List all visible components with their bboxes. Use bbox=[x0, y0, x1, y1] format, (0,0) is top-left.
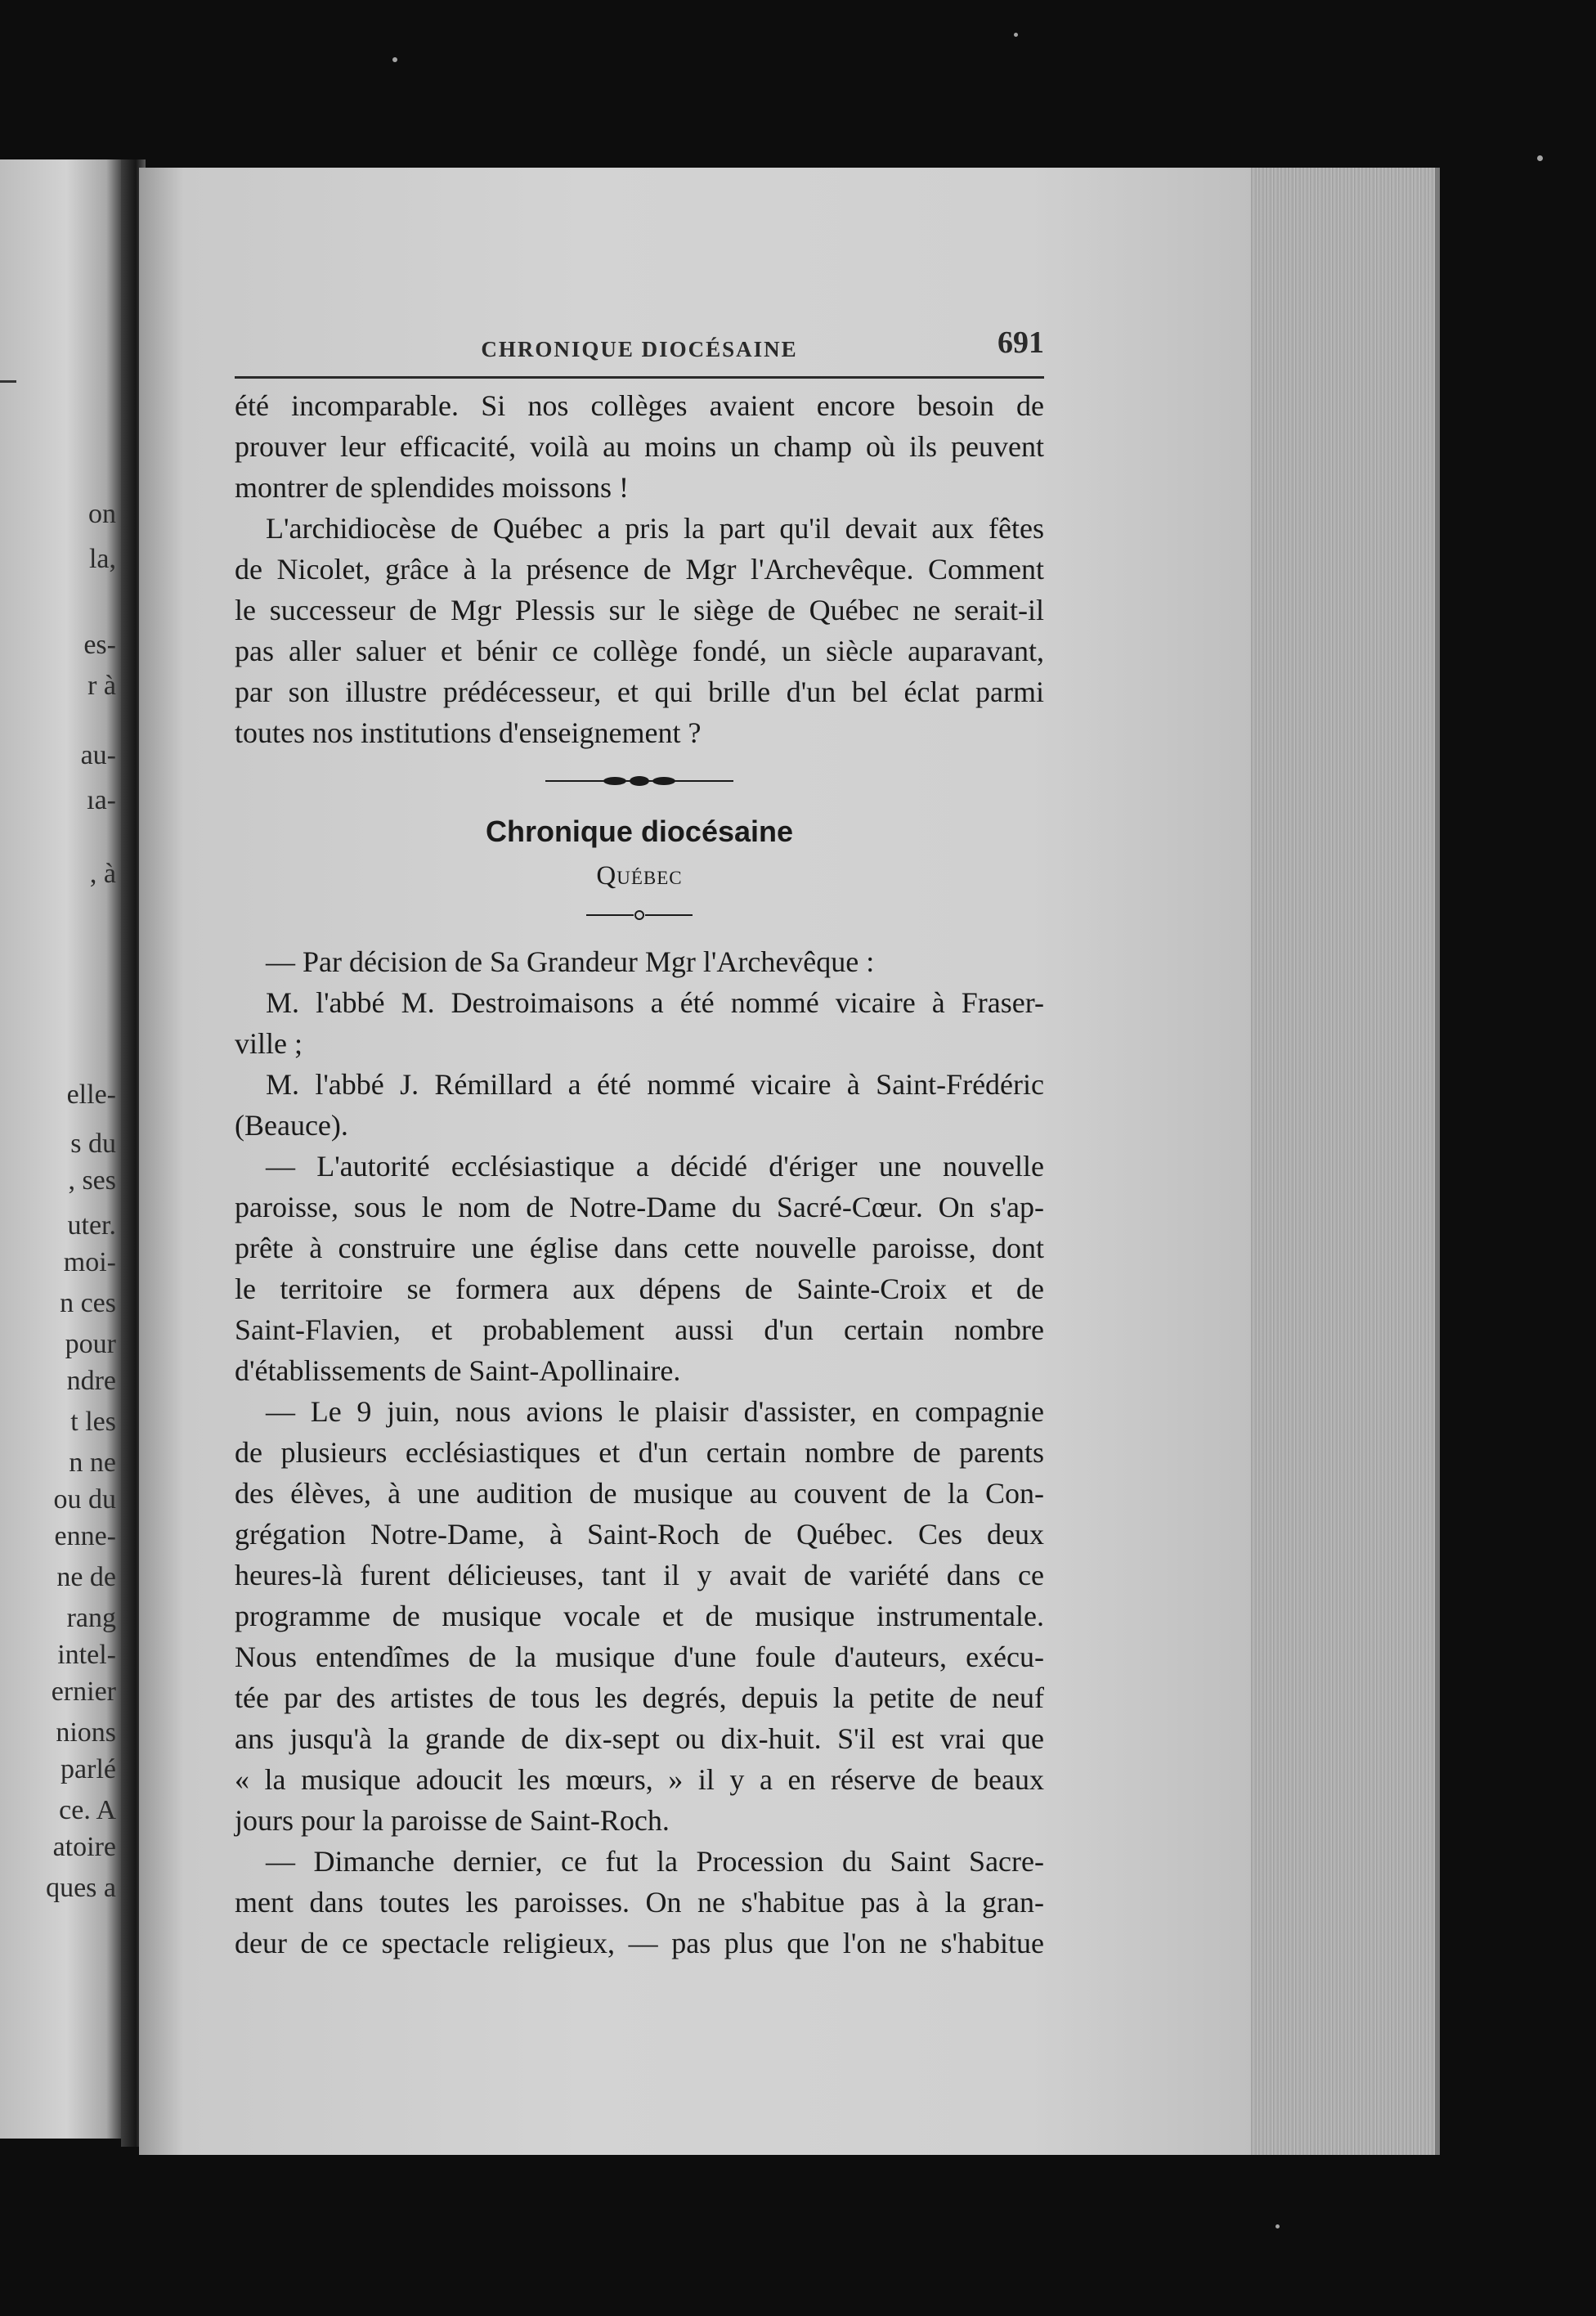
running-title: CHRONIQUE DIOCÉSAINE bbox=[481, 337, 798, 361]
paragraph bbox=[235, 508, 1044, 753]
left-page-fragment: n ces bbox=[60, 1288, 116, 1318]
dust-speck bbox=[1014, 33, 1018, 37]
left-page-fragment: ıa- bbox=[87, 785, 116, 815]
chronicle-entry bbox=[235, 1064, 1044, 1146]
chronicle-entry bbox=[235, 1391, 1044, 1841]
small-rule-icon bbox=[586, 909, 693, 922]
left-page-fragment: es- bbox=[83, 630, 116, 660]
left-page-fragment: intel- bbox=[57, 1640, 116, 1670]
left-page-fragment: , ses bbox=[68, 1165, 116, 1196]
subsection-ornament bbox=[235, 897, 1044, 933]
dust-speck bbox=[392, 57, 397, 62]
text-line: été incomparable. Si nos collèges avaient encore besoin de bbox=[235, 389, 1044, 422]
text-line: jours pour la paroisse de Saint-Roch. bbox=[235, 1804, 670, 1837]
page-content bbox=[235, 327, 1044, 1964]
text-line: d'établissements de Saint-Apollinaire. bbox=[235, 1354, 681, 1387]
text-line: ans jusqu'à la grande de dix-sept ou dix-huit. S'il est vrai que bbox=[235, 1722, 1044, 1755]
text-line: grégation Notre-Dame, à Saint-Roch de Québec. Ces deux bbox=[235, 1518, 1044, 1551]
running-head bbox=[235, 327, 1044, 379]
left-page-fragment: s du bbox=[70, 1129, 116, 1159]
text-line: ville ; bbox=[235, 1027, 303, 1060]
left-page-fragment: ques a bbox=[46, 1873, 116, 1903]
text-line: tée par des artistes de tous les degrés, depuis la petite de neuf bbox=[235, 1681, 1044, 1714]
left-page-fragment: uter. bbox=[67, 1210, 116, 1241]
text-line: de Nicolet, grâce à la présence de Mgr l'Archevêque. Comment bbox=[235, 553, 1044, 586]
left-page-fragment: , à bbox=[89, 859, 116, 889]
text-line: L'archidiocèse de Québec a pris la part qu'il devait aux fêtes bbox=[266, 512, 1044, 545]
left-page-fragment: on bbox=[88, 499, 116, 529]
text-line: ment dans toutes les paroisses. On ne s'habitue pas à la gran- bbox=[235, 1886, 1044, 1919]
left-page-fragment: t les bbox=[70, 1407, 116, 1437]
text-line: — Dimanche dernier, ce fut la Procession du Saint Sacre- bbox=[266, 1845, 1044, 1878]
left-page-fragment: enne- bbox=[54, 1521, 116, 1551]
text-line: le territoire se formera aux dépens de Sainte-Croix et de bbox=[235, 1272, 1044, 1305]
text-line: prête à construire une église dans cette nouvelle paroisse, dont bbox=[235, 1232, 1044, 1264]
text-line: de plusieurs ecclésiastiques et d'un certain nombre de parents bbox=[235, 1436, 1044, 1469]
text-line: — L'autorité ecclésiastique a décidé d'ériger une nouvelle bbox=[266, 1150, 1044, 1183]
left-page-fragment: ne de bbox=[56, 1562, 116, 1592]
text-line: montrer de splendides moissons ! bbox=[235, 471, 629, 504]
text-line: Saint-Flavien, et probablement aussi d'un certain nombre bbox=[235, 1313, 1044, 1346]
text-line: toutes nos institutions d'enseignement ? bbox=[235, 716, 702, 749]
text-line: — Le 9 juin, nous avions le plaisir d'assister, en compagnie bbox=[266, 1395, 1044, 1428]
left-page-fragment: ndre bbox=[66, 1366, 116, 1396]
left-page-fragment: elle- bbox=[66, 1079, 116, 1110]
ornament-rule-icon bbox=[545, 773, 733, 789]
chronicle-entry bbox=[235, 941, 1044, 982]
left-page-fragment: n ne bbox=[69, 1448, 116, 1478]
left-page-fragment: au- bbox=[80, 740, 116, 770]
section-title: Chronique diocésaine bbox=[485, 815, 794, 848]
chronicle-entry bbox=[235, 1841, 1044, 1964]
dust-speck bbox=[1275, 2224, 1280, 2228]
paragraph bbox=[235, 385, 1044, 508]
text-line: deur de ce spectacle religieux, — pas plus que l'on ne s'habitue bbox=[235, 1927, 1044, 1959]
text-line: Nous entendîmes de la musique d'une foule d'auteurs, exécu- bbox=[235, 1640, 1044, 1673]
page-block-edge bbox=[1251, 168, 1440, 2155]
left-page-fragment: atoire bbox=[52, 1832, 116, 1862]
text-line: paroisse, sous le nom de Notre-Dame du Sacré-Cœur. On s'ap- bbox=[235, 1191, 1044, 1223]
chronicle-entry bbox=[235, 1146, 1044, 1391]
chronicle-entries bbox=[235, 941, 1044, 1964]
left-page-fragment: ce. A bbox=[59, 1795, 116, 1825]
chronicle-entry bbox=[235, 982, 1044, 1064]
dust-speck bbox=[1537, 155, 1543, 161]
intro-paragraphs bbox=[235, 385, 1044, 753]
left-page-fragment: ou du bbox=[53, 1484, 116, 1515]
text-line: — Par décision de Sa Grandeur Mgr l'Archevêque : bbox=[266, 945, 875, 978]
text-line: heures-là furent délicieuses, tant il y avait de variété dans ce bbox=[235, 1559, 1044, 1591]
text-line: M. l'abbé J. Rémillard a été nommé vicaire à Saint-Frédéric bbox=[266, 1068, 1044, 1101]
text-line: programme de musique vocale et de musique instrumentale. bbox=[235, 1600, 1044, 1632]
text-line: « la musique adoucit les mœurs, » il y a en réserve de beaux bbox=[235, 1763, 1044, 1796]
text-line: pas aller saluer et bénir ce collège fondé, un siècle auparavant, bbox=[235, 635, 1044, 667]
left-page-fragment: la, bbox=[88, 544, 116, 574]
section-subtitle: Québec bbox=[596, 861, 683, 891]
left-page-fragment: nions bbox=[56, 1717, 116, 1748]
text-line: (Beauce). bbox=[235, 1109, 348, 1142]
text-line: des élèves, à une audition de musique au couvent de la Con- bbox=[235, 1477, 1044, 1510]
text-line: M. l'abbé M. Destroimaisons a été nommé vicaire à Fraser- bbox=[266, 986, 1044, 1019]
left-page-fragment: parlé bbox=[61, 1754, 116, 1784]
left-page-fragment: r à bbox=[87, 671, 116, 701]
left-page-fragment: pour bbox=[65, 1329, 116, 1359]
text-line: le successeur de Mgr Plessis sur le siège de Québec ne serait-il bbox=[235, 594, 1044, 626]
text-line: prouver leur efficacité, voilà au moins un champ où ils peuvent bbox=[235, 430, 1044, 463]
left-page-fragment: moi- bbox=[63, 1247, 116, 1277]
left-page-rule bbox=[0, 380, 16, 383]
left-page-fragment: rang bbox=[66, 1603, 116, 1633]
section-ornament bbox=[235, 756, 1044, 806]
left-page bbox=[0, 159, 121, 2139]
left-page-fragment: ernier bbox=[51, 1676, 116, 1707]
text-line: par son illustre prédécesseur, et qui brille d'un bel éclat parmi bbox=[235, 676, 1044, 708]
page-number: 691 bbox=[998, 325, 1044, 360]
